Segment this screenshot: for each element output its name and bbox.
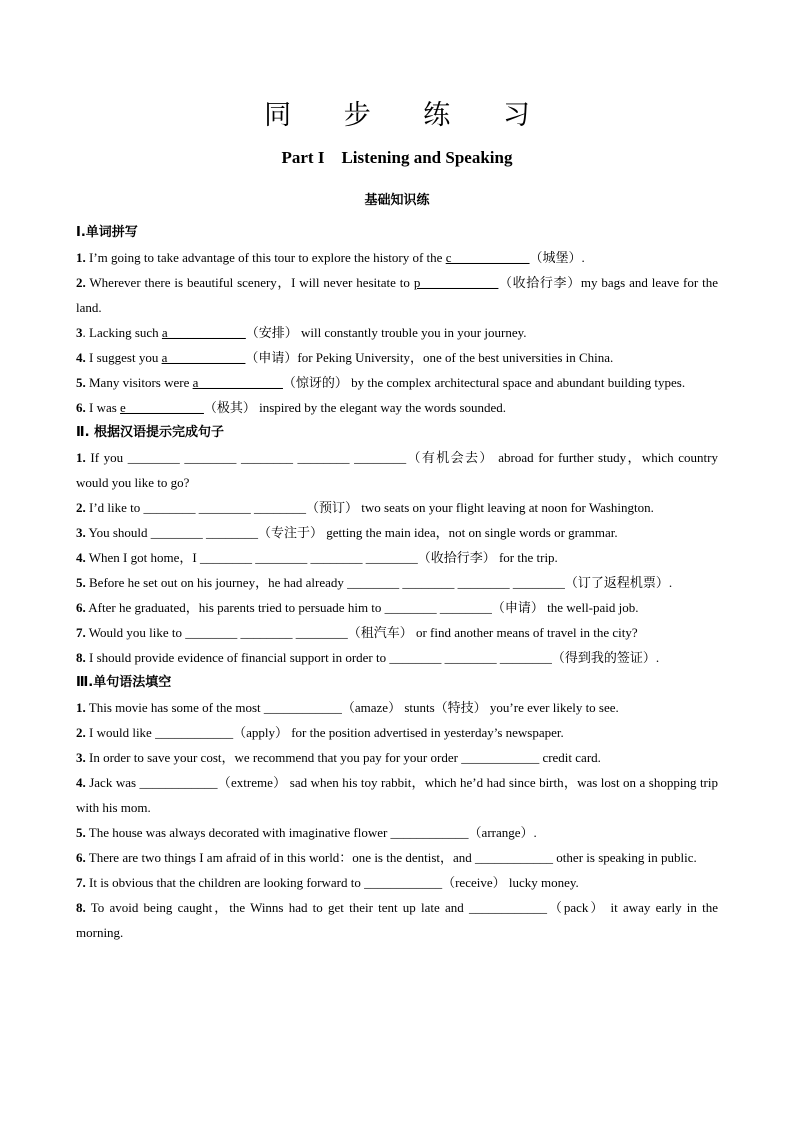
question-text: I was <box>85 400 121 415</box>
question-item <box>76 320 718 345</box>
section-heading: Ⅲ.单句语法填空 <box>76 675 172 690</box>
question-item <box>76 445 718 495</box>
question-text: If you ________ ________ ________ ________ ________（有机会去） abroad for further study，which country would you like to go? <box>76 450 718 490</box>
question-text: This movie has some of the most ____________（amaze） stunts（特技） you’re ever likely to see. <box>85 700 619 715</box>
question-item <box>76 720 718 745</box>
question-item <box>76 870 718 895</box>
question-text: You should ________ ________（专注于） getting the main idea，not on single words or grammar. <box>85 525 618 540</box>
section-group-heading: 基础知识练 <box>364 193 430 208</box>
question-item <box>76 695 718 720</box>
answer-blank[interactable]: a____________ <box>161 350 246 365</box>
question-text: To avoid being caught，the Winns had to get their tent up late and ____________（pack） it away early in the morning. <box>76 900 718 940</box>
question-text: After he graduated，his parents tried to persuade him to ________ ________（申请） the well-paid job. <box>85 600 639 615</box>
question-number: 4. <box>76 775 86 790</box>
question-text: （城堡）. <box>529 250 585 265</box>
question-number: 1. <box>76 450 86 465</box>
section-heading: Ⅰ.单词拼写 <box>76 225 138 240</box>
question-item <box>76 370 718 395</box>
question-number: 7. <box>76 875 86 890</box>
question-item <box>76 245 718 270</box>
question-text: The house was always decorated with imaginative flower ____________（arrange）. <box>85 825 537 840</box>
question-text: （极其） inspired by the elegant way the words sounded. <box>203 400 507 415</box>
answer-blank[interactable]: e____________ <box>120 400 204 415</box>
question-item <box>76 545 718 570</box>
question-number: 5. <box>76 575 86 590</box>
question-text: （申请）for Peking University，one of the best universities in China. <box>245 350 614 365</box>
question-text: There are two things I am afraid of in this world：one is the dentist，and ____________ other is speaking in public. <box>85 850 697 865</box>
question-item <box>76 395 718 420</box>
exercise-content <box>76 220 718 945</box>
question-text: （安排） will constantly trouble you in your journey. <box>245 325 527 340</box>
question-number: 6. <box>76 400 86 415</box>
question-text: （惊讶的） by the complex architectural space and abundant building types. <box>282 375 686 390</box>
question-number: 4. <box>76 350 86 365</box>
question-number: 6. <box>76 600 86 615</box>
question-number: 8. <box>76 650 86 665</box>
question-number: 1. <box>76 700 86 715</box>
question-item <box>76 820 718 845</box>
question-text: When I got home，I ________ ________ ________ ________（收拾行李） for the trip. <box>85 550 558 565</box>
question-number: 2. <box>76 500 86 515</box>
question-text: Would you like to ________ ________ ________（租汽车） or find another means of travel in the city? <box>85 625 638 640</box>
question-text: . Lacking such <box>82 325 162 340</box>
question-number: 5. <box>76 375 86 390</box>
question-number: 5. <box>76 825 86 840</box>
question-item <box>76 645 718 670</box>
question-text: I would like ____________（apply） for the position advertised in yesterday’s newspaper. <box>85 725 564 740</box>
answer-blank[interactable]: a_____________ <box>192 375 283 390</box>
answer-blank[interactable]: a____________ <box>161 325 246 340</box>
question-number: 7. <box>76 625 86 640</box>
question-text: I suggest you <box>85 350 162 365</box>
question-text: Before he set out on his journey，he had already ________ ________ ________ ________（订了返程机票）. <box>85 575 673 590</box>
question-item <box>76 270 718 320</box>
page-title: 同 步 练 习 <box>264 100 552 131</box>
question-text: （收拾行李）my bags and leave for the land. <box>76 275 718 315</box>
answer-blank[interactable]: p____________ <box>413 275 499 290</box>
question-item <box>76 745 718 770</box>
question-item <box>76 345 718 370</box>
section-heading: Ⅱ. 根据汉语提示完成句子 <box>76 425 225 440</box>
question-number: 3 <box>76 325 83 340</box>
question-text: Jack was ____________（extreme） sad when his toy rabbit，which he’d had since birth，was lost on a shopping trip with his mom. <box>76 775 718 815</box>
question-text: I’m going to take advantage of this tour to explore the history of the <box>85 250 446 265</box>
question-text: In order to save your cost，we recommend that you pay for your order ____________ credit card. <box>85 750 601 765</box>
question-text: It is obvious that the children are looking forward to ____________（receive） lucky money. <box>85 875 579 890</box>
question-item <box>76 845 718 870</box>
question-number: 4. <box>76 550 86 565</box>
question-item <box>76 770 718 820</box>
question-number: 3. <box>76 525 86 540</box>
question-item <box>76 520 718 545</box>
question-number: 2. <box>76 725 86 740</box>
question-item <box>76 620 718 645</box>
question-item <box>76 570 718 595</box>
question-item <box>76 895 718 945</box>
question-text: I’d like to ________ ________ ________（预订） two seats on your flight leaving at noon for Washington. <box>85 500 654 515</box>
question-text: Wherever there is beautiful scenery，I will never hesitate to <box>85 275 414 290</box>
question-number: 3. <box>76 750 86 765</box>
question-item <box>76 595 718 620</box>
question-text: Many visitors were <box>85 375 193 390</box>
question-item <box>76 495 718 520</box>
question-number: 8. <box>76 900 86 915</box>
part-subtitle: Part I Listening and Speaking <box>281 148 513 167</box>
question-number: 2. <box>76 275 86 290</box>
question-number: 1. <box>76 250 86 265</box>
question-text: I should provide evidence of financial support in order to ________ ________ ________（得到我的签证）. <box>85 650 660 665</box>
question-number: 6. <box>76 850 86 865</box>
answer-blank[interactable]: c____________ <box>445 250 530 265</box>
